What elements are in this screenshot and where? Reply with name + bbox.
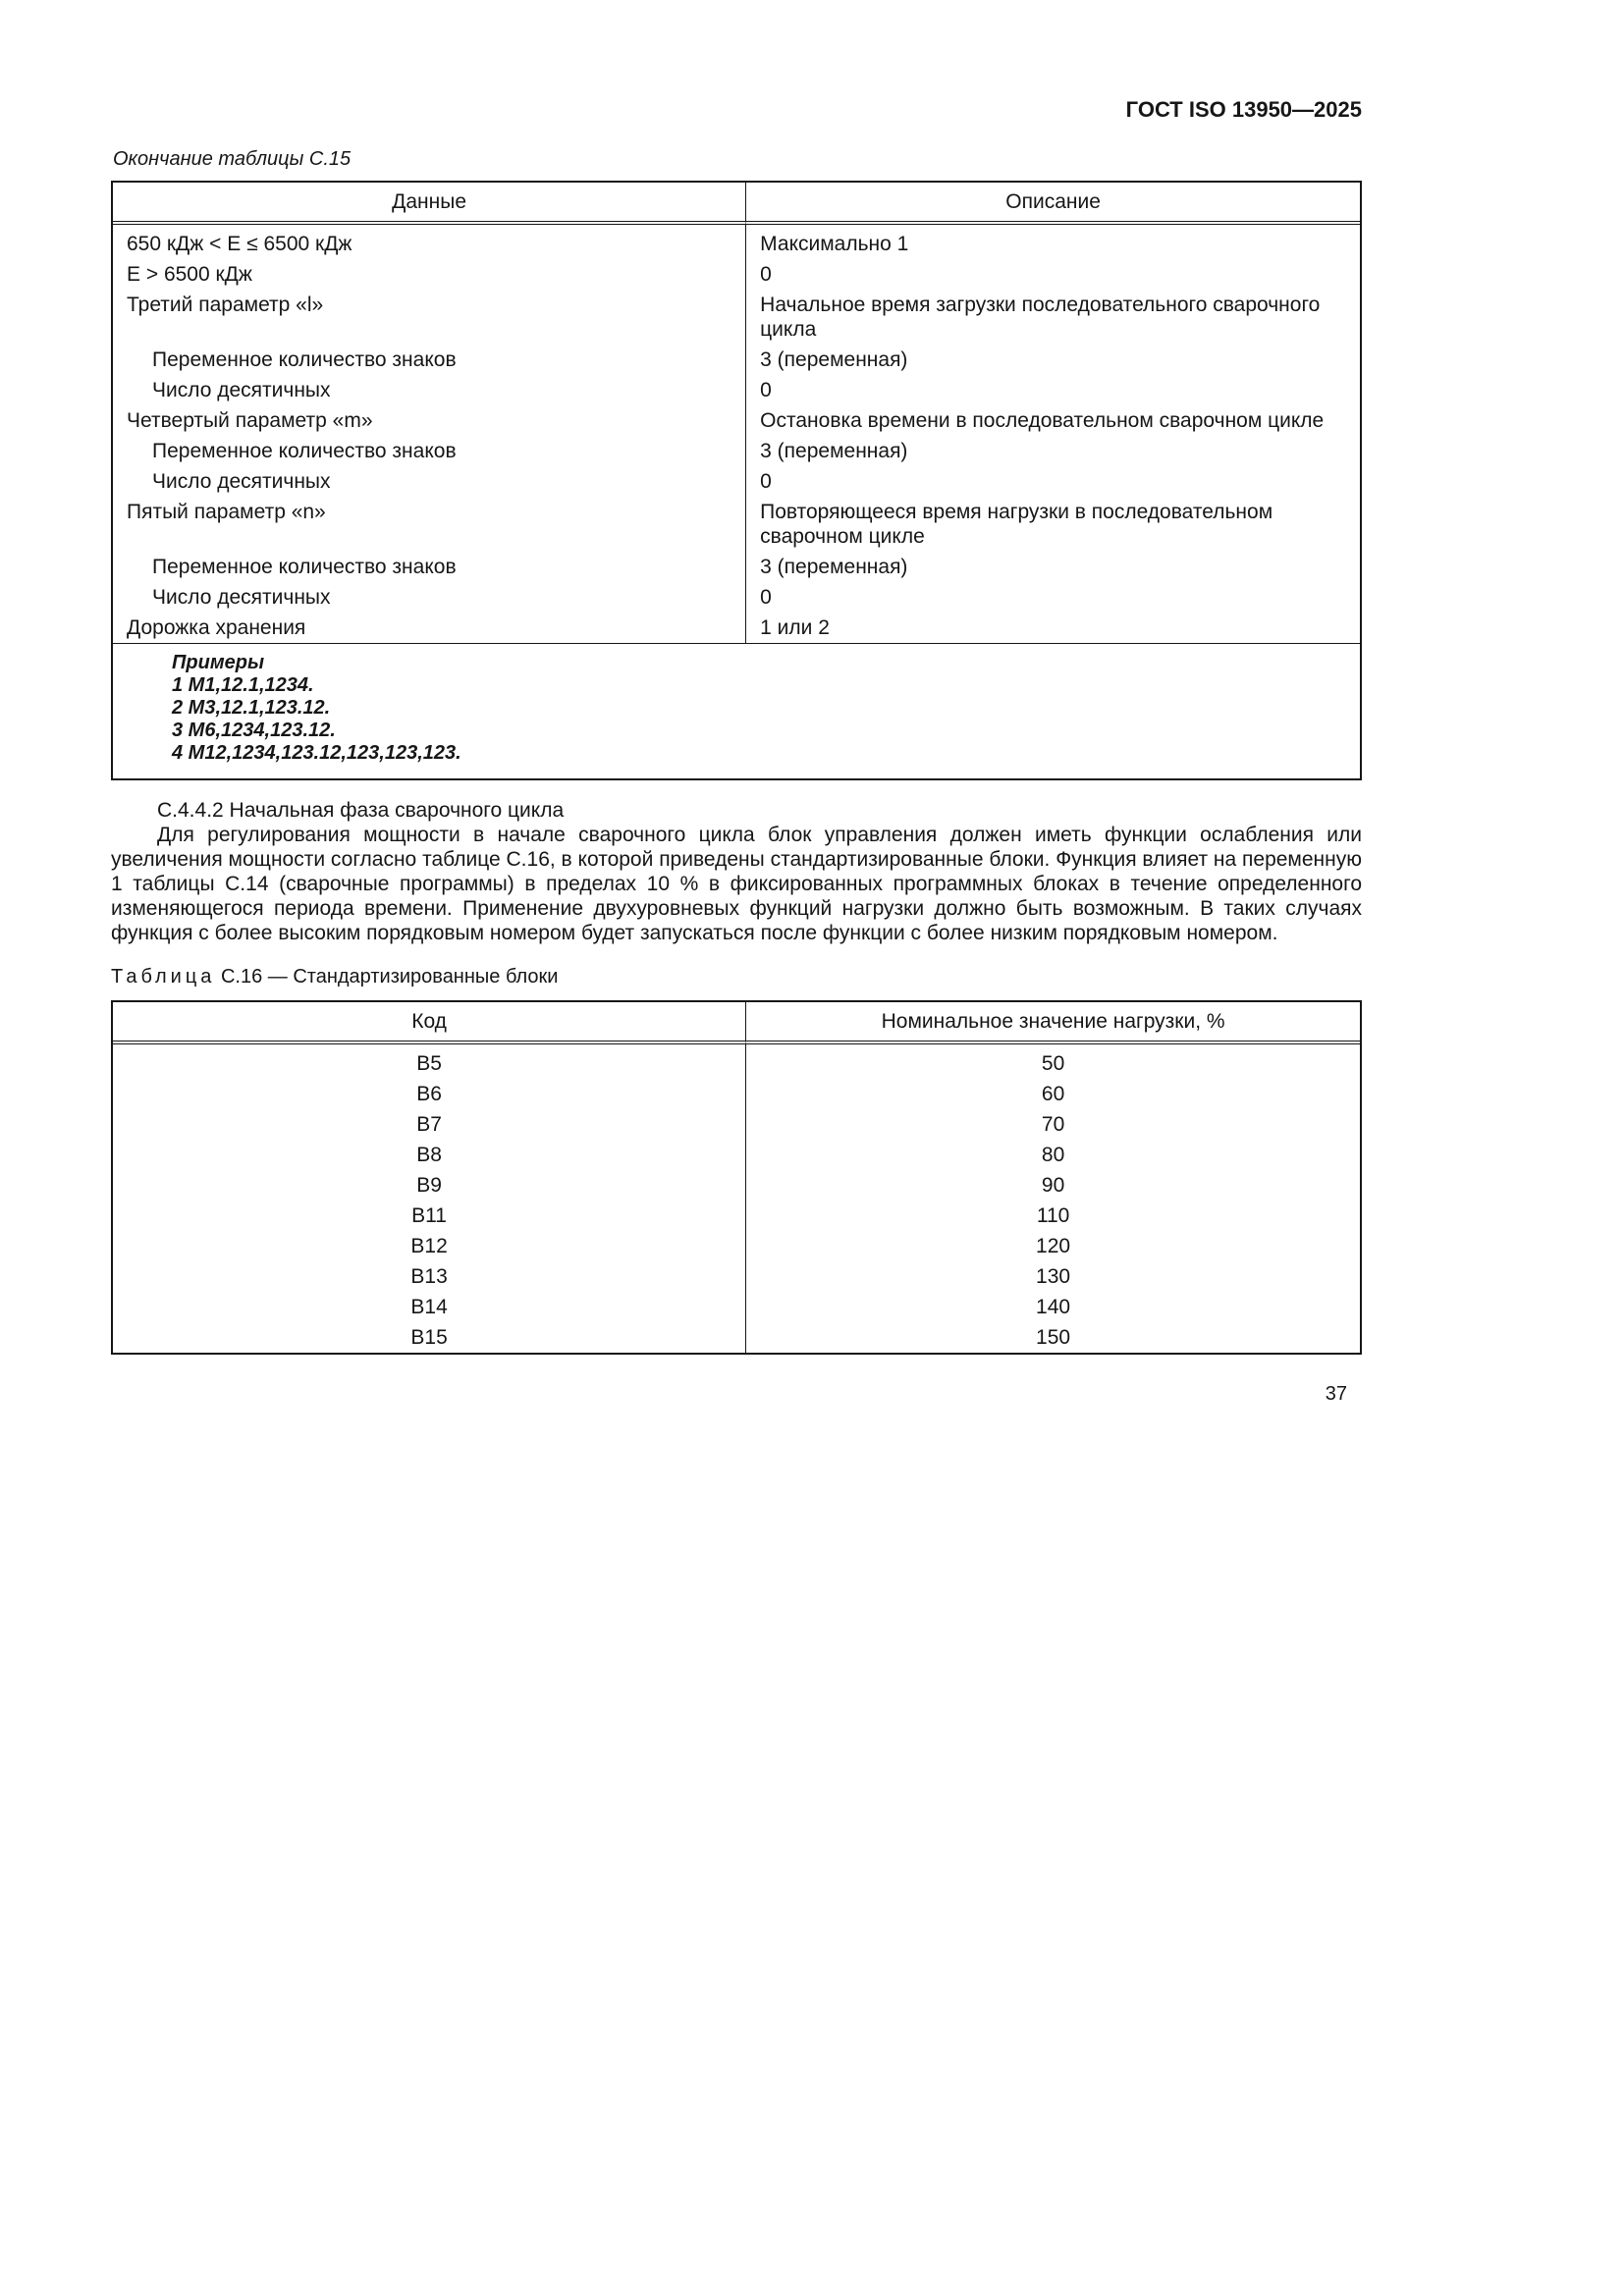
cell-code: B14 — [113, 1292, 746, 1322]
table-row — [113, 497, 1360, 552]
table-row — [113, 1201, 1360, 1231]
page-content — [111, 98, 1362, 1355]
cell-value: 90 — [1041, 1174, 1065, 1197]
cell-data: 650 кДж < Е ≤ 6500 кДж — [113, 225, 746, 259]
table-c16 — [111, 1000, 1362, 1355]
examples-row — [113, 643, 1360, 778]
cell-desc: 0 — [760, 586, 772, 609]
cell-code: B8 — [113, 1140, 746, 1170]
cell-value: 150 — [1036, 1326, 1071, 1349]
cell-value: 130 — [1036, 1265, 1071, 1288]
cell-data: Переменное количество знаков — [113, 552, 746, 582]
section-c442 — [111, 798, 1362, 945]
column-header-code: Код — [113, 1002, 746, 1044]
cell-code: B12 — [113, 1231, 746, 1261]
table-row — [113, 405, 1360, 436]
cell-data: Пятый параметр «n» — [113, 497, 746, 552]
table-row — [113, 552, 1360, 582]
cell-data: Третий параметр «l» — [113, 290, 746, 345]
table-row — [113, 1261, 1360, 1292]
cell-value: 60 — [1041, 1083, 1065, 1105]
examples-block — [113, 643, 1360, 778]
cell-desc: 0 — [760, 470, 772, 493]
running-header: ГОСТ ISO 13950—2025 — [1125, 97, 1362, 122]
table-c16-header-row — [113, 1002, 1360, 1044]
cell-desc: Повторяющееся время нагрузки в последовательном сварочном цикле — [760, 501, 1273, 548]
cell-data: Число десятичных — [113, 582, 746, 613]
cell-desc: Начальное время загрузки последовательного сварочного цикла — [760, 294, 1321, 341]
cell-data: Е > 6500 кДж — [113, 259, 746, 290]
table-row — [113, 436, 1360, 466]
cell-value: 140 — [1036, 1296, 1071, 1318]
table-row — [113, 1292, 1360, 1322]
page-number: 37 — [1325, 1383, 1347, 1405]
table-row — [113, 1079, 1360, 1109]
table-row — [113, 290, 1360, 345]
cell-code: B7 — [113, 1109, 746, 1140]
table-row — [113, 375, 1360, 405]
column-header-desc: Описание — [746, 183, 1360, 225]
cell-code: B11 — [113, 1201, 746, 1231]
table-c16-caption-text: С.16 — Стандартизированные блоки — [220, 966, 559, 988]
table-row — [113, 1170, 1360, 1201]
cell-data: Дорожка хранения — [113, 613, 746, 643]
table-c16-caption — [111, 965, 1362, 988]
column-header-load-value: Номинальное значение нагрузки, % — [746, 1002, 1360, 1044]
example-line: 1 М1,12.1,1234. — [172, 674, 314, 696]
table-row — [113, 1322, 1360, 1353]
table-row — [113, 345, 1360, 375]
cell-value: 50 — [1041, 1052, 1065, 1075]
table-row — [113, 466, 1360, 497]
example-line: 2 М3,12.1,123.12. — [172, 697, 331, 719]
cell-data: Четвертый параметр «m» — [113, 405, 746, 436]
cell-data: Число десятичных — [113, 466, 746, 497]
table-row — [113, 259, 1360, 290]
section-paragraph: Для регулирования мощности в начале сварочного цикла блок управления должен иметь функции ослабления или увеличения мощности согласно таблице С.16, в которой приведены стандартизированные блоки. Функция влияет на переменную 1 таблицы С.14 (сварочные программы) в пределах 10 % в фиксированных программных блоках в течение определенного изменяющегося периода времени. Применение двухуровневых функций нагрузки должно быть возможным. В таких случаях функция с более высоким порядковым номером будет запускаться после функции с более низким порядковым номером. — [111, 824, 1362, 944]
table-row — [113, 1231, 1360, 1261]
cell-code: B9 — [113, 1170, 746, 1201]
table-c15-caption: Окончание таблицы С.15 — [113, 148, 352, 170]
cell-data: Переменное количество знаков — [113, 436, 746, 466]
cell-desc: 0 — [760, 379, 772, 401]
cell-desc: 3 (переменная) — [760, 440, 908, 462]
table-row — [113, 1140, 1360, 1170]
cell-desc: 3 (переменная) — [760, 348, 908, 371]
table-row — [113, 1109, 1360, 1140]
table-row — [113, 1044, 1360, 1079]
table-row — [113, 582, 1360, 613]
cell-data: Число десятичных — [113, 375, 746, 405]
cell-desc: 0 — [760, 263, 772, 286]
cell-code: B5 — [113, 1044, 746, 1079]
cell-code: B13 — [113, 1261, 746, 1292]
cell-desc: Максимально 1 — [760, 233, 909, 255]
cell-data: Переменное количество знаков — [113, 345, 746, 375]
cell-desc: Остановка времени в последовательном сварочном цикле — [760, 409, 1325, 432]
table-c16-caption-word: Таблица — [111, 966, 216, 988]
example-line: 3 М6,1234,123.12. — [172, 720, 336, 741]
cell-desc: 3 (переменная) — [760, 556, 908, 578]
cell-value: 70 — [1041, 1113, 1065, 1136]
cell-code: B6 — [113, 1079, 746, 1109]
cell-value: 110 — [1036, 1204, 1070, 1227]
section-heading: С.4.4.2 Начальная фаза сварочного цикла — [157, 799, 565, 822]
cell-desc: 1 или 2 — [760, 616, 830, 639]
cell-value: 120 — [1036, 1235, 1071, 1257]
table-c15-header-row — [113, 183, 1360, 225]
cell-code: B15 — [113, 1322, 746, 1353]
table-row — [113, 613, 1360, 643]
example-line: 4 М12,1234,123.12,123,123,123. — [172, 742, 461, 764]
cell-value: 80 — [1041, 1144, 1065, 1166]
table-row — [113, 225, 1360, 259]
column-header-data: Данные — [113, 183, 746, 225]
examples-title: Примеры — [172, 652, 265, 673]
table-c15 — [111, 181, 1362, 780]
